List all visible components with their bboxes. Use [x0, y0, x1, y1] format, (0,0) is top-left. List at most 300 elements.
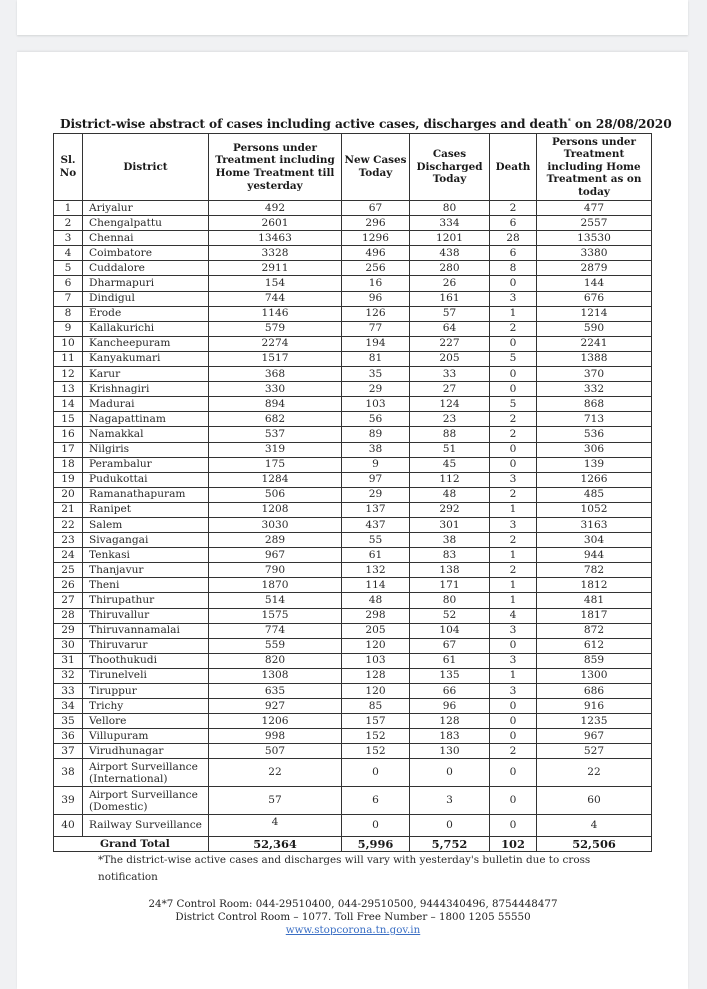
cell-sl: 38 [54, 759, 83, 787]
cell-yesterday: 1517 [209, 351, 342, 366]
cell-yesterday: 22 [209, 759, 342, 787]
cell-today: 304 [537, 533, 652, 548]
header-under-treatment-today: Persons under Treatment including Home Treatment as on today [537, 134, 652, 201]
table-row [54, 623, 652, 638]
cell-district: Kancheepuram [83, 336, 209, 351]
cell-death: 0 [490, 759, 537, 787]
control-room-numbers: 24*7 Control Room: 044-29510400, 044-29510500, 9444340496, 8754448477 [148, 898, 558, 910]
table-row [54, 744, 652, 759]
grand-total-yesterday: 52,364 [209, 837, 342, 852]
cell-new: 97 [342, 472, 410, 487]
cell-death: 6 [490, 246, 537, 261]
grand-total-label: Grand Total [54, 837, 209, 852]
cell-district: Pudukottai [83, 472, 209, 487]
cell-district: Erode [83, 306, 209, 321]
table-row [54, 699, 652, 714]
grand-total-today: 52,506 [537, 837, 652, 852]
cell-today: 13530 [537, 231, 652, 246]
table-row [54, 351, 652, 366]
cell-new: 128 [342, 668, 410, 683]
cell-new: 48 [342, 593, 410, 608]
table-row [54, 457, 652, 472]
cell-district: Kanyakumari [83, 351, 209, 366]
cell-sl: 2 [54, 216, 83, 231]
cell-death: 2 [490, 427, 537, 442]
table-row [54, 563, 652, 578]
cell-today: 1812 [537, 578, 652, 593]
table-row [54, 517, 652, 532]
cell-today: 590 [537, 321, 652, 336]
cell-death: 3 [490, 472, 537, 487]
cell-district: Thiruvannamalai [83, 623, 209, 638]
cell-today: 22 [537, 759, 652, 787]
cell-sl: 14 [54, 397, 83, 412]
cell-new: 137 [342, 502, 410, 517]
cell-district: Ranipet [83, 502, 209, 517]
table-row [54, 684, 652, 699]
cell-yesterday: 175 [209, 457, 342, 472]
cell-yesterday: 2911 [209, 261, 342, 276]
cell-discharged: 1201 [410, 231, 490, 246]
cell-death: 1 [490, 593, 537, 608]
title-date-prefix: on [570, 117, 596, 131]
cell-discharged: 38 [410, 533, 490, 548]
cell-today: 485 [537, 487, 652, 502]
cell-new: 35 [342, 367, 410, 382]
table-row [54, 487, 652, 502]
cell-sl: 27 [54, 593, 83, 608]
cell-discharged: 45 [410, 457, 490, 472]
cell-death: 5 [490, 397, 537, 412]
cell-yesterday: 507 [209, 744, 342, 759]
cell-new: 496 [342, 246, 410, 261]
cell-sl: 19 [54, 472, 83, 487]
cell-new: 120 [342, 638, 410, 653]
table-row [54, 336, 652, 351]
report-date: 28/08/2020 [595, 117, 672, 131]
header-new-cases: New Cases Today [342, 134, 410, 201]
cell-death: 2 [490, 563, 537, 578]
cell-death: 3 [490, 291, 537, 306]
cell-sl: 11 [54, 351, 83, 366]
document-title [60, 117, 672, 131]
cell-district: Perambalur [83, 457, 209, 472]
cell-death: 1 [490, 548, 537, 563]
cell-district: Ariyalur [83, 201, 209, 216]
cell-district: Airport Surveillance (Domestic) [83, 787, 209, 815]
table-row [54, 321, 652, 336]
title-text: District-wise abstract of cases including active cases, discharges and death [60, 117, 568, 131]
header-death: Death [490, 134, 537, 201]
cell-today: 872 [537, 623, 652, 638]
cell-discharged: 0 [410, 759, 490, 787]
cell-death: 8 [490, 261, 537, 276]
cell-death: 5 [490, 351, 537, 366]
cell-district: Dindigul [83, 291, 209, 306]
cell-discharged: 3 [410, 787, 490, 815]
cell-discharged: 104 [410, 623, 490, 638]
cell-sl: 5 [54, 261, 83, 276]
cell-district: Thiruvallur [83, 608, 209, 623]
table-row [54, 548, 652, 563]
cell-sl: 18 [54, 457, 83, 472]
cell-district: Ramanathapuram [83, 487, 209, 502]
cell-district: Theni [83, 578, 209, 593]
cell-discharged: 112 [410, 472, 490, 487]
cell-sl: 15 [54, 412, 83, 427]
cell-yesterday: 894 [209, 397, 342, 412]
cell-district: Thiruvarur [83, 638, 209, 653]
cell-death: 2 [490, 744, 537, 759]
cell-new: 205 [342, 623, 410, 638]
table-row [54, 714, 652, 729]
table-row [54, 759, 652, 787]
cell-death: 0 [490, 815, 537, 837]
table-row [54, 815, 652, 837]
cell-yesterday: 635 [209, 684, 342, 699]
cell-discharged: 66 [410, 684, 490, 699]
cell-sl: 21 [54, 502, 83, 517]
cell-death: 3 [490, 653, 537, 668]
cell-discharged: 438 [410, 246, 490, 261]
cell-new: 152 [342, 729, 410, 744]
table-row [54, 382, 652, 397]
website-link[interactable]: www.stopcorona.tn.gov.in [285, 924, 421, 936]
cell-new: 89 [342, 427, 410, 442]
cell-new: 6 [342, 787, 410, 815]
cell-sl: 17 [54, 442, 83, 457]
table-row [54, 593, 652, 608]
cell-district: Nilgiris [83, 442, 209, 457]
cell-new: 114 [342, 578, 410, 593]
cell-sl: 36 [54, 729, 83, 744]
cell-yesterday: 1146 [209, 306, 342, 321]
cell-discharged: 292 [410, 502, 490, 517]
cell-today: 527 [537, 744, 652, 759]
cell-yesterday: 1284 [209, 472, 342, 487]
cell-district: Villupuram [83, 729, 209, 744]
grand-total-death: 102 [490, 837, 537, 852]
cell-sl: 26 [54, 578, 83, 593]
cell-new: 67 [342, 201, 410, 216]
cell-today: 2557 [537, 216, 652, 231]
cell-yesterday: 492 [209, 201, 342, 216]
cell-discharged: 83 [410, 548, 490, 563]
table-row [54, 653, 652, 668]
cell-today: 1266 [537, 472, 652, 487]
cell-sl: 40 [54, 815, 83, 837]
cell-today: 144 [537, 276, 652, 291]
cell-yesterday: 1870 [209, 578, 342, 593]
district-control-room: District Control Room – 1077. Toll Free Number – 1800 1205 55550 [175, 911, 531, 923]
cell-yesterday: 744 [209, 291, 342, 306]
cell-death: 0 [490, 442, 537, 457]
cell-yesterday: 514 [209, 593, 342, 608]
cell-yesterday: 1575 [209, 608, 342, 623]
cell-new: 298 [342, 608, 410, 623]
cell-yesterday: 319 [209, 442, 342, 457]
cell-district: Chennai [83, 231, 209, 246]
cell-yesterday: 790 [209, 563, 342, 578]
cell-today: 4 [537, 815, 652, 837]
table-row [54, 472, 652, 487]
cell-district: Railway Surveillance [83, 815, 209, 837]
cell-new: 0 [342, 815, 410, 837]
cell-district: Sivagangai [83, 533, 209, 548]
cell-today: 713 [537, 412, 652, 427]
cell-district: Madurai [83, 397, 209, 412]
table-row [54, 231, 652, 246]
cell-discharged: 205 [410, 351, 490, 366]
cell-today: 60 [537, 787, 652, 815]
table-row [54, 502, 652, 517]
table-row [54, 261, 652, 276]
cell-new: 1296 [342, 231, 410, 246]
cell-discharged: 88 [410, 427, 490, 442]
cell-discharged: 135 [410, 668, 490, 683]
table-row [54, 412, 652, 427]
table-row [54, 578, 652, 593]
cell-yesterday: 330 [209, 382, 342, 397]
cell-death: 0 [490, 276, 537, 291]
cell-today: 612 [537, 638, 652, 653]
cell-death: 0 [490, 729, 537, 744]
cell-new: 61 [342, 548, 410, 563]
cell-yesterday: 774 [209, 623, 342, 638]
cell-today: 1052 [537, 502, 652, 517]
cell-yesterday: 559 [209, 638, 342, 653]
contact-block [53, 898, 653, 937]
cell-district: Krishnagiri [83, 382, 209, 397]
cell-yesterday: 506 [209, 487, 342, 502]
cell-discharged: 138 [410, 563, 490, 578]
cell-discharged: 161 [410, 291, 490, 306]
cell-discharged: 130 [410, 744, 490, 759]
cell-discharged: 280 [410, 261, 490, 276]
cell-yesterday: 682 [209, 412, 342, 427]
cell-death: 1 [490, 502, 537, 517]
cell-yesterday: 3328 [209, 246, 342, 261]
cell-yesterday: 2601 [209, 216, 342, 231]
cell-today: 944 [537, 548, 652, 563]
table-row [54, 533, 652, 548]
cell-death: 1 [490, 578, 537, 593]
cell-death: 2 [490, 412, 537, 427]
cell-sl: 39 [54, 787, 83, 815]
table-row [54, 246, 652, 261]
cell-new: 194 [342, 336, 410, 351]
cell-yesterday: 57 [209, 787, 342, 815]
cell-district: Karur [83, 367, 209, 382]
cell-death: 0 [490, 457, 537, 472]
cell-death: 0 [490, 336, 537, 351]
cell-yesterday: 13463 [209, 231, 342, 246]
cell-death: 0 [490, 714, 537, 729]
cell-discharged: 96 [410, 699, 490, 714]
cell-district: Airport Surveillance (International) [83, 759, 209, 787]
cell-new: 157 [342, 714, 410, 729]
cell-district: Cuddalore [83, 261, 209, 276]
cell-death: 3 [490, 517, 537, 532]
cell-today: 859 [537, 653, 652, 668]
cell-sl: 35 [54, 714, 83, 729]
cell-today: 3163 [537, 517, 652, 532]
cell-district: Tirunelveli [83, 668, 209, 683]
cell-death: 2 [490, 487, 537, 502]
cell-sl: 3 [54, 231, 83, 246]
cell-today: 967 [537, 729, 652, 744]
cell-today: 3380 [537, 246, 652, 261]
cell-today: 782 [537, 563, 652, 578]
table-row [54, 608, 652, 623]
header-sl-no: Sl. No [54, 134, 83, 201]
cell-sl: 32 [54, 668, 83, 683]
cell-today: 1817 [537, 608, 652, 623]
cell-sl: 23 [54, 533, 83, 548]
cell-new: 437 [342, 517, 410, 532]
cell-new: 103 [342, 397, 410, 412]
cell-discharged: 48 [410, 487, 490, 502]
footnote: *The district-wise active cases and discharges will vary with yesterday's bulletin due to cross notification [98, 854, 591, 883]
table-row [54, 201, 652, 216]
cell-discharged: 128 [410, 714, 490, 729]
table-row [54, 291, 652, 306]
cell-new: 296 [342, 216, 410, 231]
cell-district: Thirupathur [83, 593, 209, 608]
cell-district: Thoothukudi [83, 653, 209, 668]
cell-death: 0 [490, 787, 537, 815]
cell-yesterday: 2274 [209, 336, 342, 351]
cell-new: 120 [342, 684, 410, 699]
cell-sl: 12 [54, 367, 83, 382]
cell-new: 256 [342, 261, 410, 276]
grand-total-discharged: 5,752 [410, 837, 490, 852]
cell-today: 1388 [537, 351, 652, 366]
cell-discharged: 27 [410, 382, 490, 397]
cell-new: 16 [342, 276, 410, 291]
cell-district: Chengalpattu [83, 216, 209, 231]
cell-new: 55 [342, 533, 410, 548]
cell-district: Nagapattinam [83, 412, 209, 427]
cell-discharged: 301 [410, 517, 490, 532]
table-row [54, 787, 652, 815]
cell-sl: 8 [54, 306, 83, 321]
grand-total-new: 5,996 [342, 837, 410, 852]
cell-today: 139 [537, 457, 652, 472]
cell-discharged: 80 [410, 201, 490, 216]
cell-discharged: 57 [410, 306, 490, 321]
cell-discharged: 51 [410, 442, 490, 457]
cell-district: Thanjavur [83, 563, 209, 578]
cell-new: 77 [342, 321, 410, 336]
cell-sl: 22 [54, 517, 83, 532]
cell-yesterday: 927 [209, 699, 342, 714]
cell-new: 152 [342, 744, 410, 759]
cell-today: 2241 [537, 336, 652, 351]
cell-new: 38 [342, 442, 410, 457]
header-discharged: Cases Discharged Today [410, 134, 490, 201]
table-row [54, 638, 652, 653]
cell-sl: 1 [54, 201, 83, 216]
cell-district: Tiruppur [83, 684, 209, 699]
cell-district: Trichy [83, 699, 209, 714]
cell-today: 481 [537, 593, 652, 608]
cell-discharged: 33 [410, 367, 490, 382]
cell-today: 686 [537, 684, 652, 699]
table-row [54, 442, 652, 457]
cell-yesterday: 4 [209, 815, 342, 837]
cell-discharged: 183 [410, 729, 490, 744]
cell-death: 0 [490, 638, 537, 653]
cell-death: 28 [490, 231, 537, 246]
cell-district: Kallakurichi [83, 321, 209, 336]
cell-yesterday: 967 [209, 548, 342, 563]
cell-yesterday: 579 [209, 321, 342, 336]
cell-today: 536 [537, 427, 652, 442]
cell-sl: 34 [54, 699, 83, 714]
cell-yesterday: 998 [209, 729, 342, 744]
previous-page-edge [17, 0, 688, 35]
cell-sl: 31 [54, 653, 83, 668]
cell-today: 2879 [537, 261, 652, 276]
cell-yesterday: 154 [209, 276, 342, 291]
cell-today: 306 [537, 442, 652, 457]
cell-yesterday: 1208 [209, 502, 342, 517]
cell-discharged: 0 [410, 815, 490, 837]
cell-discharged: 26 [410, 276, 490, 291]
cell-death: 2 [490, 201, 537, 216]
cell-death: 0 [490, 699, 537, 714]
cell-sl: 20 [54, 487, 83, 502]
cell-yesterday: 368 [209, 367, 342, 382]
table-row [54, 367, 652, 382]
table-header-row [54, 134, 652, 201]
cell-district: Coimbatore [83, 246, 209, 261]
cell-new: 81 [342, 351, 410, 366]
cell-district: Virudhunagar [83, 744, 209, 759]
cell-today: 1214 [537, 306, 652, 321]
district-cases-table [53, 133, 652, 852]
cell-yesterday: 3030 [209, 517, 342, 532]
cell-yesterday: 289 [209, 533, 342, 548]
cell-discharged: 52 [410, 608, 490, 623]
cell-yesterday: 1206 [209, 714, 342, 729]
cell-sl: 6 [54, 276, 83, 291]
cell-death: 3 [490, 684, 537, 699]
cell-new: 56 [342, 412, 410, 427]
cell-sl: 37 [54, 744, 83, 759]
cell-discharged: 23 [410, 412, 490, 427]
cell-new: 126 [342, 306, 410, 321]
cell-discharged: 124 [410, 397, 490, 412]
cell-death: 2 [490, 533, 537, 548]
cell-today: 916 [537, 699, 652, 714]
header-district: District [83, 134, 209, 201]
table-row [54, 397, 652, 412]
table-row [54, 729, 652, 744]
cell-death: 6 [490, 216, 537, 231]
cell-yesterday: 820 [209, 653, 342, 668]
cell-death: 4 [490, 608, 537, 623]
cell-new: 0 [342, 759, 410, 787]
cell-sl: 24 [54, 548, 83, 563]
table-row [54, 216, 652, 231]
table-row [54, 276, 652, 291]
cell-death: 0 [490, 382, 537, 397]
cell-today: 477 [537, 201, 652, 216]
cell-district: Vellore [83, 714, 209, 729]
cell-yesterday: 537 [209, 427, 342, 442]
